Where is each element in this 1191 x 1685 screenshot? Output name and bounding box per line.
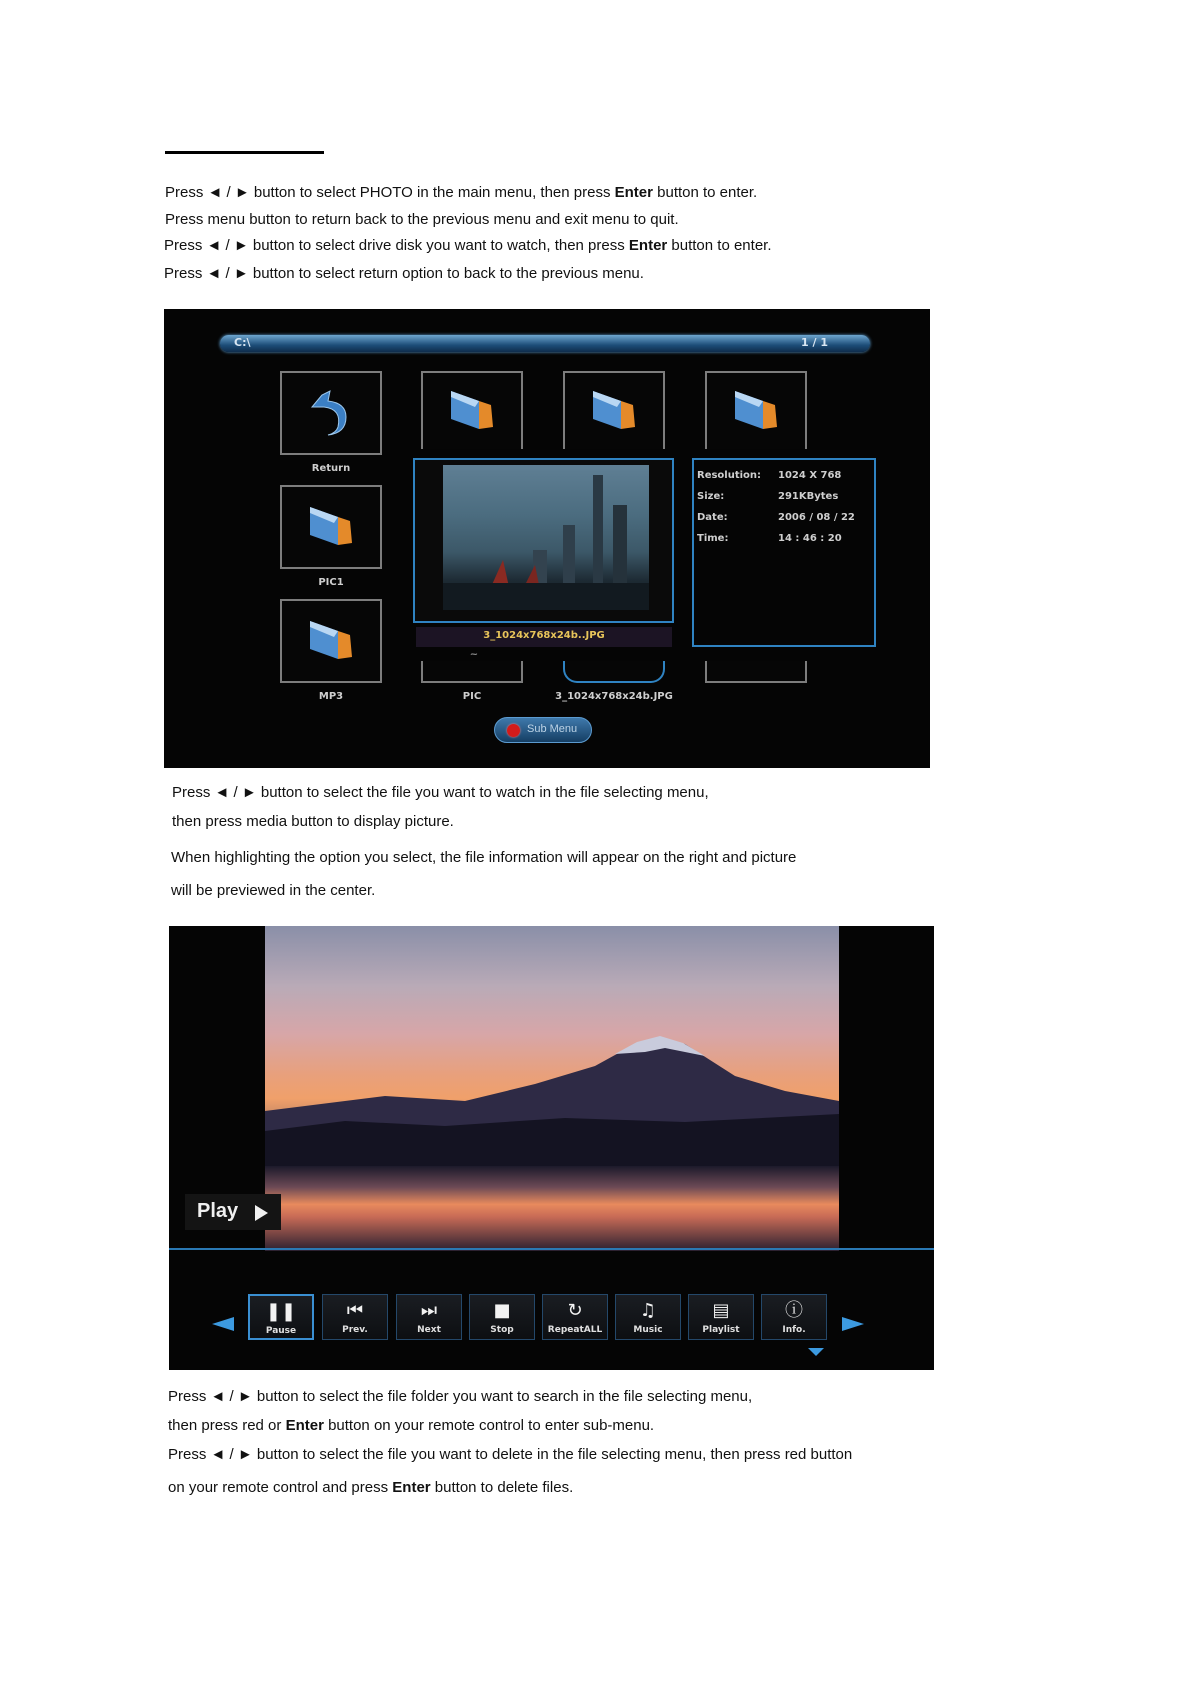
play-status xyxy=(185,1194,281,1230)
instruction-line: then press media button to display picture. xyxy=(172,813,454,830)
preview-image xyxy=(443,465,649,610)
next-icon: ⏭ xyxy=(420,1300,438,1321)
instruction-line: Press ◄ / ► button to select PHOTO in the main menu, then press Enter button to enter. xyxy=(165,184,758,201)
instruction-line: Press ◄ / ► button to select drive disk you want to watch, then press Enter button to enter. xyxy=(164,237,772,254)
info-value: 291KBytes xyxy=(778,491,839,502)
instruction-line: Press ◄ / ► button to select the file folder you want to search in the file selecting menu, xyxy=(168,1388,753,1405)
file-info-panel xyxy=(692,458,876,647)
folder-icon xyxy=(733,385,779,435)
instruction-line: will be previewed in the center. xyxy=(171,882,376,899)
info-label: Resolution: xyxy=(697,470,762,481)
pause-button[interactable]: ❚❚ Pause xyxy=(248,1294,314,1340)
tile-folder-pic[interactable] xyxy=(421,649,523,683)
tilde-mark: ~ xyxy=(469,649,479,660)
pause-icon: ❚❚ xyxy=(265,1301,297,1322)
sub-menu-button[interactable] xyxy=(494,717,592,743)
repeat-icon: ↻ xyxy=(567,1300,583,1321)
photo-lake-reflection xyxy=(265,1166,839,1251)
picture-preview xyxy=(413,458,674,623)
scroll-right-arrow-icon[interactable] xyxy=(842,1317,864,1331)
instruction-line: Press ◄ / ► button to select the file you want to watch in the file selecting menu, xyxy=(172,784,709,801)
tile-folder-pic1[interactable] xyxy=(280,485,382,569)
info-label: Date: xyxy=(697,512,728,523)
path-label: C:\ xyxy=(234,336,251,349)
info-button[interactable]: ⓘ Info. xyxy=(761,1294,827,1340)
play-status-label: Play xyxy=(197,1200,239,1222)
folder-icon xyxy=(308,501,354,551)
folder-icon xyxy=(308,615,354,665)
info-label: Time: xyxy=(697,533,729,544)
info-label: Size: xyxy=(697,491,725,502)
info-value: 1024 X 768 xyxy=(778,470,842,481)
tile-file-label: 3_1024x768x24b.JPG xyxy=(555,691,673,702)
tile-return[interactable] xyxy=(280,371,382,455)
repeat-all-button[interactable]: ↻ RepeatALL xyxy=(542,1294,608,1340)
tile-folder-top[interactable] xyxy=(421,371,523,449)
return-arrow-icon xyxy=(308,387,354,437)
selected-filename: 3_1024x768x24b..JPG xyxy=(483,630,605,641)
folder-icon xyxy=(591,385,637,435)
sub-menu-label: Sub Menu xyxy=(527,723,578,735)
tile-folder-top[interactable] xyxy=(563,371,665,449)
prev-icon: ⏮ xyxy=(346,1300,364,1321)
divider-line xyxy=(169,1248,934,1250)
instruction-line: Press ◄ / ► button to select the file you want to delete in the file selecting menu, then press red button xyxy=(168,1446,853,1463)
red-button-icon xyxy=(507,724,520,737)
tile-empty[interactable] xyxy=(705,661,807,683)
music-button[interactable]: ♫ Music xyxy=(615,1294,681,1340)
photo-sky xyxy=(265,926,839,1166)
scroll-down-arrow-icon[interactable] xyxy=(808,1348,824,1356)
folder-icon xyxy=(449,385,495,435)
tile-pic-label: PIC xyxy=(462,691,482,702)
selected-filename-bar xyxy=(416,627,672,647)
instruction-line: Press menu button to return back to the previous menu and exit menu to quit. xyxy=(165,211,679,228)
info-icon: ⓘ xyxy=(785,1300,803,1321)
instruction-line: Press ◄ / ► button to select return option to back to the previous menu. xyxy=(164,265,644,282)
file-browser-screenshot xyxy=(164,309,930,768)
info-value: 2006 / 08 / 22 xyxy=(778,512,855,523)
section-heading-rule xyxy=(165,151,324,154)
tile-file-selected[interactable] xyxy=(563,661,665,683)
playlist-button[interactable]: ▤ Playlist xyxy=(688,1294,754,1340)
stop-icon: ■ xyxy=(493,1300,511,1321)
page-indicator: 1 / 1 xyxy=(801,336,828,349)
playlist-icon: ▤ xyxy=(712,1300,730,1321)
tile-folder-top[interactable] xyxy=(705,371,807,449)
scroll-left-arrow-icon[interactable] xyxy=(212,1317,234,1331)
info-value: 14 : 46 : 20 xyxy=(778,533,842,544)
stop-button[interactable]: ■ Stop xyxy=(469,1294,535,1340)
instruction-line: then press red or Enter button on your remote control to enter sub-menu. xyxy=(168,1417,655,1434)
tile-pic1-label: PIC1 xyxy=(318,577,344,588)
tile-folder-mp3[interactable] xyxy=(280,599,382,683)
instruction-line: on your remote control and press Enter button to delete files. xyxy=(168,1479,574,1496)
tile-mp3-label: MP3 xyxy=(318,691,344,702)
city-skyline-image xyxy=(443,465,649,610)
photo-player-screenshot xyxy=(169,926,934,1370)
mountain-photo xyxy=(265,926,839,1166)
tile-return-label: Return xyxy=(311,463,351,474)
path-bar xyxy=(220,335,870,352)
instruction-line: When highlighting the option you select, the file information will appear on the right and picture xyxy=(171,849,797,866)
play-icon xyxy=(255,1205,268,1221)
music-icon: ♫ xyxy=(639,1300,657,1321)
next-button[interactable]: ⏭ Next xyxy=(396,1294,462,1340)
prev-button[interactable]: ⏮ Prev. xyxy=(322,1294,388,1340)
